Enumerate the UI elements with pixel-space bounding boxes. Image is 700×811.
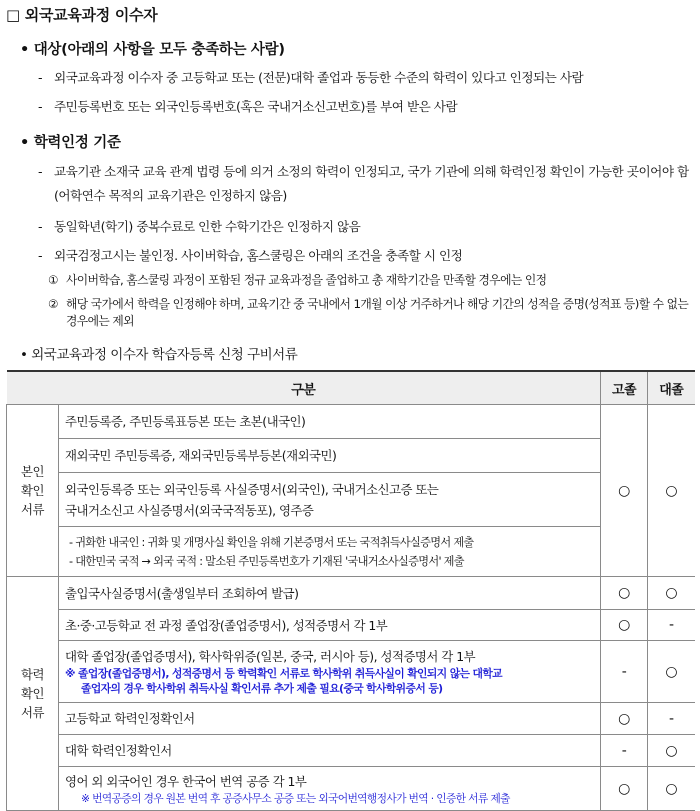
target-item-2: - 주민등록번호 또는 외국인등록번호(혹은 국내거소신고번호)를 부여 받은 사람 bbox=[38, 96, 692, 117]
header-university: 대졸 bbox=[648, 371, 695, 405]
identity-univ-mark: ○ bbox=[648, 405, 695, 577]
table-row bbox=[7, 610, 695, 641]
table-row bbox=[7, 405, 695, 439]
criteria-item-3: - 외국검정고시는 불인정. 사이버학습, 홈스쿨링은 아래의 조건을 충족할 시 인정 bbox=[38, 245, 692, 266]
criteria-item-2: - 동일학년(학기) 중복수료로 인한 수학기간은 인정하지 않음 bbox=[38, 216, 692, 237]
education-doc-4: 고등학교 학력인정확인서 bbox=[59, 703, 601, 735]
education-doc-2: 초·중·고등학교 전 과정 졸업장(졸업증명서), 성적증명서 각 1부 bbox=[59, 610, 601, 641]
identity-doc-1: 주민등록증, 주민등록표등본 또는 초본(내국인) bbox=[59, 405, 601, 439]
education-doc-1-high: ○ bbox=[601, 577, 648, 610]
dash-mark: - bbox=[38, 248, 43, 263]
header-high-school: 고졸 bbox=[601, 371, 648, 405]
education-doc-6: 영어 외 외국어인 경우 한국어 번역 공증 각 1부 ※ 번역공증의 경우 원본 번역 후 공증사무소 공증 또는 외국어번역행정사가 번역 · 인증한 서류 제출 bbox=[59, 767, 601, 811]
education-doc-1-univ: ○ bbox=[648, 577, 695, 610]
education-doc-3-high: - bbox=[601, 641, 648, 703]
education-doc-4-high: ○ bbox=[601, 703, 648, 735]
education-doc-3-note-1: ※ 졸업장(졸업증명서), 성적증명서 등 학력확인 서류로 학사학위 취득사실이 확인되지 않는 대학교 bbox=[65, 667, 503, 680]
table-header-row bbox=[7, 371, 695, 405]
criteria-sub-item-2: ② 해당 국가에서 학력을 인정해야 하며, 교육기간 중 국내에서 1개월 이상 거주하거나 해당 기간의 성적을 증명(성적표 등)할 수 없는 경우에는 제외 bbox=[48, 297, 689, 328]
dash-mark: - bbox=[38, 164, 43, 179]
education-doc-5: 대학 학력인정확인서 bbox=[59, 735, 601, 767]
target-item-1: - 외국교육과정 이수자 중 고등학교 또는 (전문)대학 졸업과 동등한 수준의 학력이 있다고 인정되는 사람 bbox=[38, 67, 692, 88]
criteria-sub-item-1: ① 사이버학습, 홈스쿨링 과정이 포함된 정규 교육과정을 졸업하고 총 재학기간을 만족할 경우에는 인정 bbox=[48, 273, 547, 287]
education-doc-3: 대학 졸업장(졸업증명서), 학사학위증(일본, 중국, 러시아 등), 성적증명서 각 1부 ※ 졸업장(졸업증명서), 성적증명서 등 학력확인 서류로 학사학위 취득사실이 확인되지 않는 대학교 졸업자의 경우 학사학위 취득사실 확인서류 추가 제출 필요(중국 학사학위증서 등) bbox=[59, 641, 601, 703]
criteria-heading: • 학력인정 기준 bbox=[20, 135, 121, 151]
education-doc-6-high: ○ bbox=[601, 767, 648, 811]
education-doc-2-univ: - bbox=[648, 610, 695, 641]
education-doc-4-univ: - bbox=[648, 703, 695, 735]
identity-high-mark: ○ bbox=[601, 405, 648, 577]
education-doc-2-high: ○ bbox=[601, 610, 648, 641]
education-doc-5-univ: ○ bbox=[648, 735, 695, 767]
criteria-item-1: - 교육기관 소재국 교육 관계 법령 등에 의거 소정의 학력이 인정되고, 국가 기관에 의해 학력인정 확인이 가능한 곳이어야 함(어학연수 목적의 교육기관은 인정하지 않음) bbox=[38, 160, 692, 208]
table-row bbox=[7, 641, 695, 703]
dash-mark: - bbox=[38, 99, 43, 114]
table-row bbox=[7, 767, 695, 811]
section-title: □ 외국교육과정 이수자 bbox=[6, 6, 158, 24]
target-heading: • 대상(아래의 사항을 모두 충족하는 사람) bbox=[20, 42, 285, 58]
identity-doc-3: 외국인등록증 또는 외국인등록 사실증명서(외국인), 국내거소신고증 또는 국내거소신고 사실증명서(외국국적동포), 영주증 bbox=[59, 473, 601, 527]
identity-notes: - 귀화한 내국인 : 귀화 및 개명사실 확인을 위해 기본증명서 또는 국적취득사실증명서 제출 - 대한민국 국적 → 외국 국적 : 말소된 주민등록번호가 기재된 '국내거소사실증명서' 제출 bbox=[59, 527, 601, 577]
table-row bbox=[7, 439, 695, 473]
education-doc-3-note-2: 졸업자의 경우 학사학위 취득사실 확인서류 추가 제출 필요(중국 학사학위증서 등) bbox=[81, 682, 443, 695]
documents-table bbox=[6, 370, 695, 811]
education-doc-5-high: - bbox=[601, 735, 648, 767]
dash-mark: - bbox=[38, 70, 43, 85]
dash-mark: - bbox=[38, 219, 43, 234]
table-row bbox=[7, 703, 695, 735]
table-row bbox=[7, 527, 695, 577]
table-row bbox=[7, 577, 695, 610]
education-doc-6-note: ※ 번역공증의 경우 원본 번역 후 공증사무소 공증 또는 외국어번역행정사가 번역 · 인증한 서류 제출 bbox=[81, 791, 510, 805]
identity-category: 본인 확인 서류 bbox=[7, 405, 59, 577]
education-doc-3-univ: ○ bbox=[648, 641, 695, 703]
table-row bbox=[7, 735, 695, 767]
header-item: 구분 bbox=[7, 371, 601, 405]
docs-heading: • 외국교육과정 이수자 학습자등록 신청 구비서류 bbox=[20, 347, 298, 363]
table-row bbox=[7, 473, 695, 527]
education-category: 학력 확인 서류 bbox=[7, 577, 59, 811]
education-doc-6-univ: ○ bbox=[648, 767, 695, 811]
identity-doc-2: 재외국민 주민등록증, 재외국민등록부등본(재외국민) bbox=[59, 439, 601, 473]
education-doc-1: 출입국사실증명서(출생일부터 조회하여 발급) bbox=[59, 577, 601, 610]
